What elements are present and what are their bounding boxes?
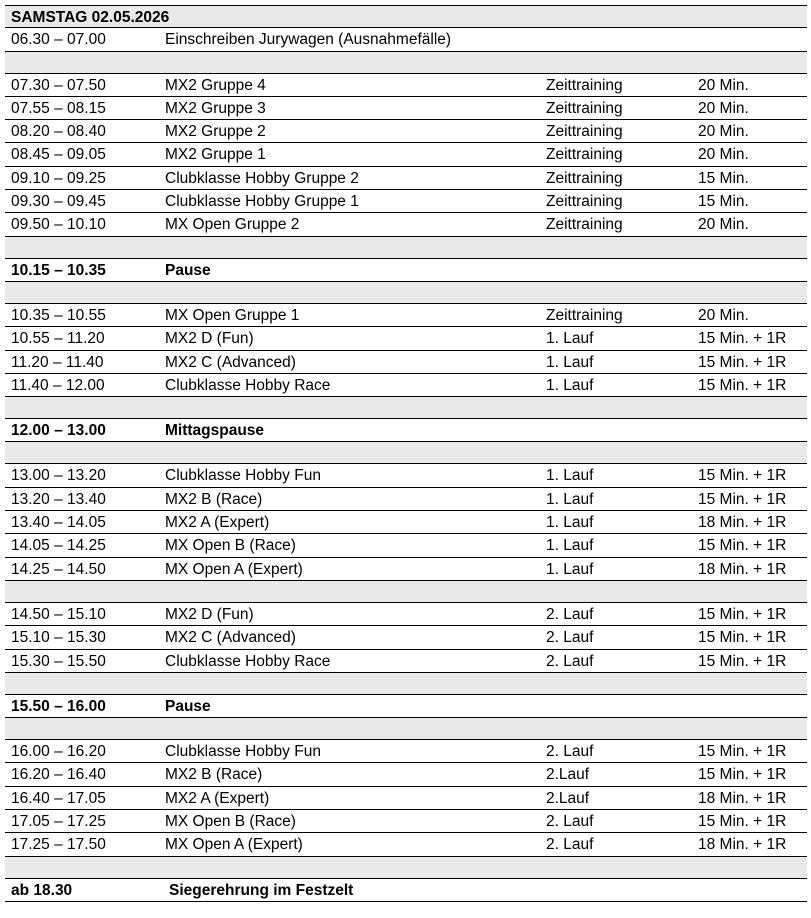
time-cell: 12.00 – 13.00 (11, 422, 106, 440)
session-type-cell: 1. Lauf (546, 537, 594, 555)
schedule-row (5, 97, 807, 120)
schedule-row (5, 28, 807, 51)
duration-cell: 15 Min. + 1R (698, 813, 787, 831)
event-cell: Clubklasse Hobby Gruppe 2 (165, 169, 359, 187)
event-cell: Siegerehrung im Festzelt (169, 881, 354, 899)
time-cell: 17.25 – 17.50 (11, 836, 106, 854)
time-cell: 15.30 – 15.50 (11, 652, 106, 670)
time-cell: 14.05 – 14.25 (11, 537, 106, 555)
schedule-row (5, 120, 807, 143)
event-cell: Mittagspause (165, 422, 265, 440)
event-cell: Einschreiben Jurywagen (Ausnahmefälle) (165, 31, 452, 49)
duration-cell: 20 Min. (698, 146, 749, 164)
schedule-row (5, 351, 807, 374)
session-type-cell: 2. Lauf (546, 629, 594, 647)
schedule-row (5, 833, 807, 856)
session-type-cell: 2.Lauf (546, 766, 590, 784)
schedule-row (5, 374, 807, 397)
schedule-table (5, 5, 807, 902)
event-cell: MX Open B (Race) (165, 537, 296, 555)
time-cell: 15.10 – 15.30 (11, 629, 106, 647)
session-type-cell: 2. Lauf (546, 813, 594, 831)
duration-cell: 15 Min. + 1R (698, 766, 787, 784)
session-type-cell: 1. Lauf (546, 514, 594, 532)
session-type-cell: 2. Lauf (546, 743, 594, 761)
time-cell: 10.15 – 10.35 (11, 261, 106, 279)
event-cell: MX2 D (Fun) (165, 330, 254, 348)
spacer-row (5, 397, 807, 419)
event-cell: MX2 A (Expert) (165, 789, 270, 807)
time-cell: 11.40 – 12.00 (11, 376, 105, 394)
session-type-cell: 2. Lauf (546, 605, 594, 623)
time-cell: 16.40 – 17.05 (11, 789, 106, 807)
event-cell: MX Open B (Race) (165, 813, 296, 831)
schedule-row (5, 534, 807, 557)
schedule-row (5, 327, 807, 350)
schedule-row (5, 304, 807, 327)
schedule-row (5, 167, 807, 190)
award-ceremony-row (5, 879, 807, 902)
schedule-row (5, 74, 807, 97)
spacer-row (5, 718, 807, 740)
schedule-row (5, 511, 807, 534)
event-cell: Pause (165, 261, 211, 279)
time-cell: 16.00 – 16.20 (11, 743, 106, 761)
time-cell: 13.40 – 14.05 (11, 514, 106, 532)
schedule-row (5, 763, 807, 786)
session-type-cell: Zeittraining (546, 99, 623, 117)
spacer-row (5, 442, 807, 464)
duration-cell: 18 Min. + 1R (698, 560, 787, 578)
duration-cell: 15 Min. (698, 193, 749, 211)
schedule-row (5, 143, 807, 166)
session-type-cell: Zeittraining (546, 146, 623, 164)
session-type-cell: 2.Lauf (546, 789, 590, 807)
event-cell: MX2 B (Race) (165, 490, 263, 508)
schedule-title: SAMSTAG 02.05.2026 (11, 9, 170, 26)
spacer-row (5, 581, 807, 603)
time-cell: 06.30 – 07.00 (11, 31, 106, 49)
schedule-row (5, 190, 807, 213)
time-cell: 09.30 – 09.45 (11, 193, 106, 211)
break-row (5, 419, 807, 442)
event-cell: MX Open A (Expert) (165, 836, 303, 854)
duration-cell: 15 Min. (698, 169, 749, 187)
schedule-row (5, 558, 807, 581)
duration-cell: 18 Min. + 1R (698, 514, 787, 532)
session-type-cell: 2. Lauf (546, 836, 594, 854)
spacer-row (5, 282, 807, 304)
schedule-row (5, 787, 807, 810)
event-cell: MX Open Gruppe 2 (165, 216, 300, 234)
break-row (5, 259, 807, 282)
spacer-row (5, 673, 807, 695)
duration-cell: 20 Min. (698, 76, 749, 94)
time-cell: 13.00 – 13.20 (11, 467, 106, 485)
time-cell: 07.55 – 08.15 (11, 99, 106, 117)
schedule-row (5, 603, 807, 626)
duration-cell: 15 Min. + 1R (698, 490, 787, 508)
spacer-row (5, 857, 807, 879)
session-type-cell: 1. Lauf (546, 467, 594, 485)
schedule-row (5, 488, 807, 511)
duration-cell: 20 Min. (698, 123, 749, 141)
break-row (5, 695, 807, 718)
time-cell: 14.50 – 15.10 (11, 605, 106, 623)
event-cell: Pause (165, 697, 211, 715)
duration-cell: 15 Min. + 1R (698, 467, 787, 485)
duration-cell: 15 Min. + 1R (698, 629, 787, 647)
time-cell: 09.10 – 09.25 (11, 169, 106, 187)
session-type-cell: Zeittraining (546, 76, 623, 94)
session-type-cell: Zeittraining (546, 306, 623, 324)
time-cell: 13.20 – 13.40 (11, 490, 106, 508)
duration-cell: 15 Min. + 1R (698, 652, 787, 670)
time-cell: 11.20 – 11.40 (11, 353, 104, 371)
duration-cell: 15 Min. + 1R (698, 605, 787, 623)
spacer-row (5, 237, 807, 259)
session-type-cell: 1. Lauf (546, 560, 594, 578)
schedule-row (5, 650, 807, 673)
event-cell: MX2 Gruppe 1 (165, 146, 266, 164)
duration-cell: 18 Min. + 1R (698, 789, 787, 807)
session-type-cell: Zeittraining (546, 193, 623, 211)
duration-cell: 20 Min. (698, 99, 749, 117)
schedule-row (5, 213, 807, 236)
duration-cell: 15 Min. + 1R (698, 743, 787, 761)
duration-cell: 15 Min. + 1R (698, 537, 787, 555)
session-type-cell: 1. Lauf (546, 330, 594, 348)
schedule-title-row (5, 5, 807, 28)
event-cell: MX2 C (Advanced) (165, 353, 296, 371)
time-cell: 10.55 – 11.20 (11, 330, 105, 348)
duration-cell: 20 Min. (698, 216, 749, 234)
session-type-cell: Zeittraining (546, 123, 623, 141)
event-cell: Clubklasse Hobby Race (165, 652, 331, 670)
event-cell: MX2 Gruppe 2 (165, 123, 266, 141)
event-cell: MX2 B (Race) (165, 766, 263, 784)
duration-cell: 15 Min. + 1R (698, 330, 787, 348)
time-cell: 17.05 – 17.25 (11, 813, 106, 831)
session-type-cell: 1. Lauf (546, 353, 594, 371)
session-type-cell: 1. Lauf (546, 376, 594, 394)
event-cell: MX2 Gruppe 4 (165, 76, 266, 94)
event-cell: MX2 Gruppe 3 (165, 99, 266, 117)
time-cell: 10.35 – 10.55 (11, 306, 106, 324)
time-cell: 15.50 – 16.00 (11, 697, 106, 715)
time-cell: 16.20 – 16.40 (11, 766, 106, 784)
time-cell: 09.50 – 10.10 (11, 216, 106, 234)
schedule-row (5, 464, 807, 487)
duration-cell: 15 Min. + 1R (698, 376, 787, 394)
schedule-rows (5, 28, 807, 902)
duration-cell: 20 Min. (698, 306, 749, 324)
session-type-cell: 1. Lauf (546, 490, 594, 508)
time-cell: 14.25 – 14.50 (11, 560, 106, 578)
time-cell: 08.45 – 09.05 (11, 146, 106, 164)
time-cell: 07.30 – 07.50 (11, 76, 106, 94)
session-type-cell: Zeittraining (546, 216, 623, 234)
schedule-row (5, 810, 807, 833)
schedule-row (5, 740, 807, 763)
event-cell: Clubklasse Hobby Race (165, 376, 331, 394)
event-cell: Clubklasse Hobby Fun (165, 467, 321, 485)
event-cell: MX2 C (Advanced) (165, 629, 296, 647)
duration-cell: 18 Min. + 1R (698, 836, 787, 854)
session-type-cell: 2. Lauf (546, 652, 594, 670)
event-cell: MX2 A (Expert) (165, 514, 270, 532)
event-cell: MX2 D (Fun) (165, 605, 254, 623)
spacer-row (5, 52, 807, 74)
event-cell: MX Open A (Expert) (165, 560, 303, 578)
time-cell: ab 18.30 (11, 881, 73, 899)
duration-cell: 15 Min. + 1R (698, 353, 787, 371)
event-cell: MX Open Gruppe 1 (165, 306, 300, 324)
event-cell: Clubklasse Hobby Fun (165, 743, 321, 761)
session-type-cell: Zeittraining (546, 169, 623, 187)
schedule-row (5, 626, 807, 649)
event-cell: Clubklasse Hobby Gruppe 1 (165, 193, 359, 211)
time-cell: 08.20 – 08.40 (11, 123, 106, 141)
